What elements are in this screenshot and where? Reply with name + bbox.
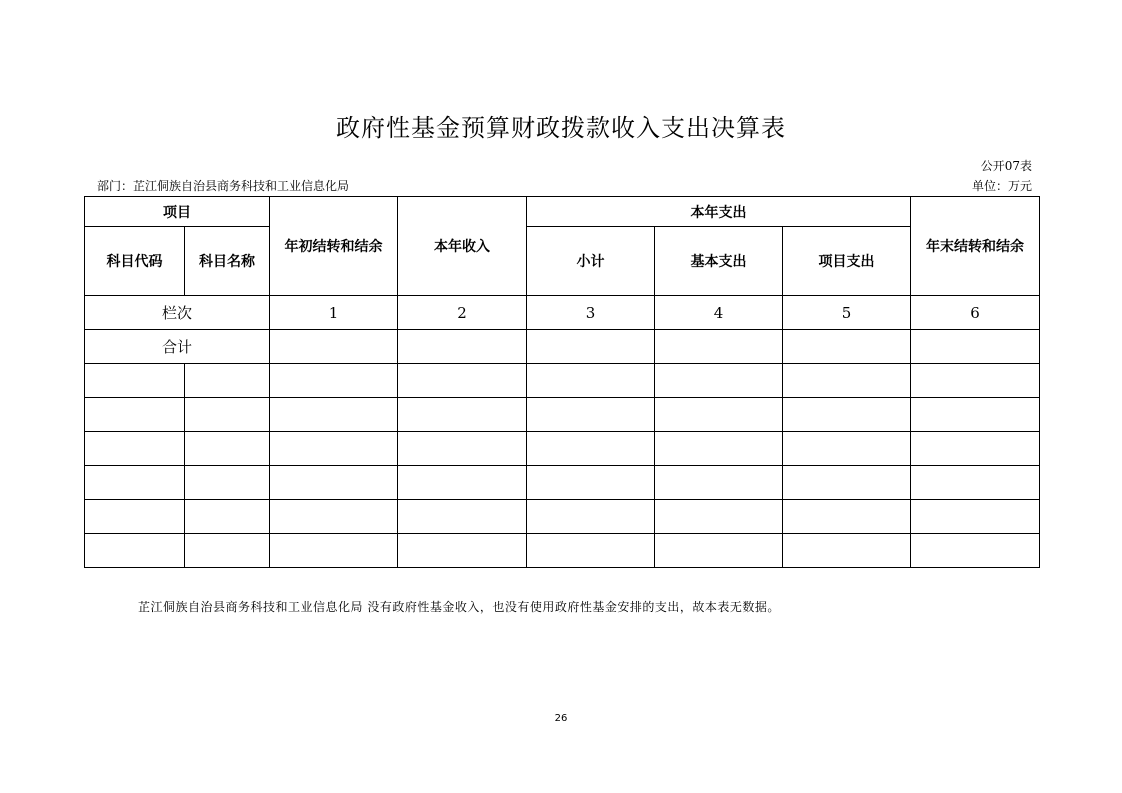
table-cell [911,364,1040,398]
table-cell [655,500,783,534]
table-cell [270,364,398,398]
column-number-cell: 3 [527,296,655,330]
table-cell [911,330,1040,364]
column-number-cell: 1 [270,296,398,330]
header-name: 科目名称 [185,227,270,296]
table-cell [185,364,270,398]
table-cell [185,432,270,466]
table-cell [527,398,655,432]
table-cell [911,500,1040,534]
header-expense: 本年支出 [527,197,911,227]
table-cell [655,534,783,568]
table-cell [911,534,1040,568]
table-cell [655,364,783,398]
footnote: 芷江侗族自治县商务科技和工业信息化局 没有政府性基金收入，也没有使用政府性基金安排的支出，故本表无数据。 [138,600,780,614]
header-subtotal: 小计 [527,227,655,296]
table-cell [911,466,1040,500]
table-cell [185,398,270,432]
column-number-label: 栏次 [85,296,270,330]
table-cell [911,432,1040,466]
column-number-cell: 6 [911,296,1040,330]
table-row [85,364,1040,398]
table-cell [911,398,1040,432]
table-cell [85,364,185,398]
unit-label: 单位：万元 [971,179,1032,193]
table-cell [655,466,783,500]
table-cell [398,534,527,568]
form-number: 公开07表 [980,159,1032,173]
table-row [85,466,1040,500]
table-cell [655,398,783,432]
header-begin-balance: 年初结转和结余 [270,197,398,296]
header-row-1 [85,197,1040,227]
table-cell [783,500,911,534]
table-cell [85,500,185,534]
table-cell [527,466,655,500]
table-row [85,534,1040,568]
total-label: 合计 [85,330,270,364]
table-cell [398,364,527,398]
table-cell [783,398,911,432]
total-row [85,330,1040,364]
table-cell [398,466,527,500]
table-cell [527,500,655,534]
table-cell [185,466,270,500]
table-cell [783,466,911,500]
table-cell [85,466,185,500]
table-cell [398,398,527,432]
header-code: 科目代码 [85,227,185,296]
table-cell [270,500,398,534]
header-basic: 基本支出 [655,227,783,296]
report-table [84,196,1040,568]
table-cell [527,364,655,398]
table-cell [270,330,398,364]
table-cell [783,364,911,398]
table-cell [85,398,185,432]
header-end-balance: 年末结转和结余 [911,197,1040,296]
table-cell [85,534,185,568]
table-cell [398,432,527,466]
department-label: 部门：芷江侗族自治县商务科技和工业信息化局 [97,179,350,193]
column-number-cell: 2 [398,296,527,330]
table-row [85,432,1040,466]
table-row [85,500,1040,534]
page-title: 政府性基金预算财政拨款收入支出决算表 [336,114,786,142]
header-project-expense: 项目支出 [783,227,911,296]
table-cell [398,500,527,534]
table-cell [270,534,398,568]
table-row [85,398,1040,432]
table-cell [185,534,270,568]
header-row-2 [85,227,1040,296]
table-cell [783,330,911,364]
table-cell [527,432,655,466]
table-cell [185,500,270,534]
table-cell [783,432,911,466]
table-cell [270,466,398,500]
table-cell [270,398,398,432]
table-cell [398,330,527,364]
page-number: 26 [554,713,568,724]
header-income: 本年收入 [398,197,527,296]
column-number-row [85,296,1040,330]
table-cell [783,534,911,568]
table-cell [270,432,398,466]
table-cell [655,330,783,364]
column-number-cell: 4 [655,296,783,330]
header-project: 项目 [85,197,270,227]
table-cell [527,534,655,568]
table-cell [85,432,185,466]
table-cell [527,330,655,364]
table-cell [655,432,783,466]
column-number-cell: 5 [783,296,911,330]
